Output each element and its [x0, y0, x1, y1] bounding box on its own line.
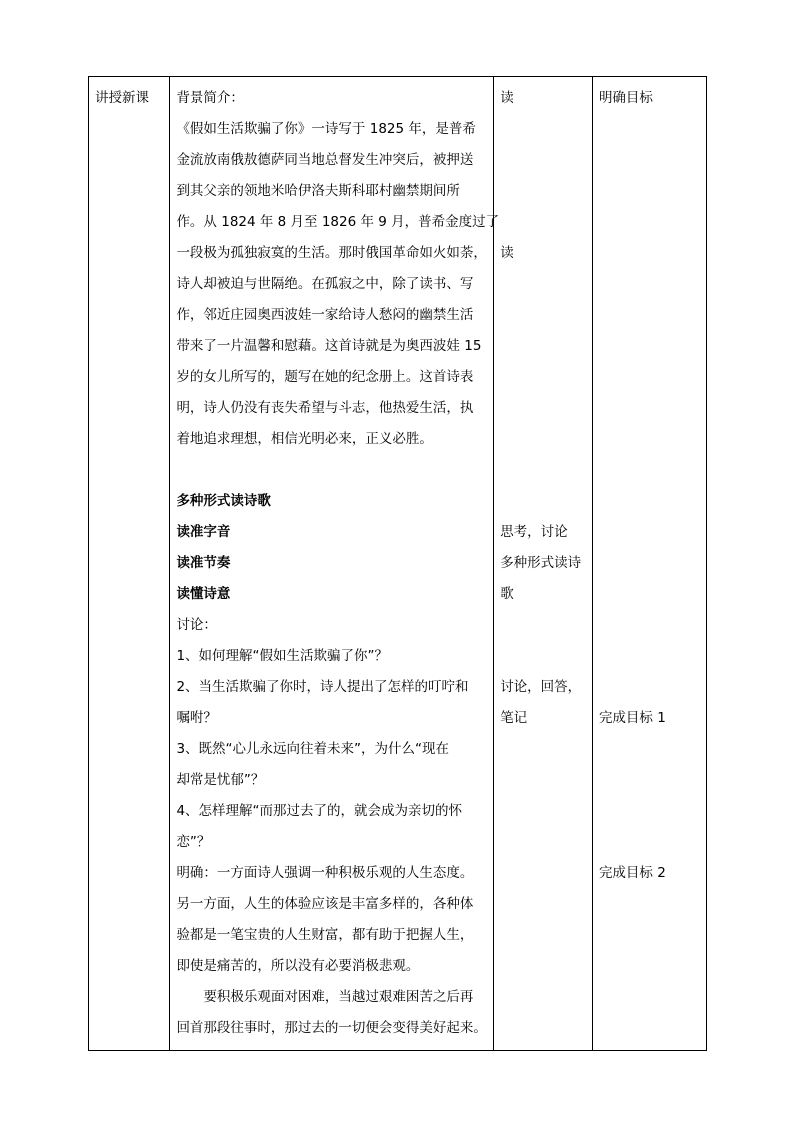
background-line: 《假如生活欺骗了你》一诗写于 1825 年，是普希: [176, 121, 476, 137]
lesson-plan-table: [88, 76, 707, 1051]
reading-item: 读准字音: [176, 524, 231, 540]
stage-label: 讲授新课: [95, 90, 149, 106]
spacer: [599, 672, 701, 703]
content-cell: [170, 77, 500, 1051]
activity-discuss: 讨论，回答，: [500, 679, 582, 695]
answer-line: 即使是痛苦的，所以没有必要消极悲观。: [176, 958, 420, 974]
answer-line: 明确：一方面诗人强调一种积极乐观的人生态度。: [176, 865, 474, 881]
background-line: 一段极为孤独寂寞的生活。那时俄国革命如火如荼，: [176, 245, 487, 261]
spacer: [500, 269, 587, 517]
spacer: [599, 362, 701, 486]
spacer: [500, 641, 587, 672]
spacer: [599, 734, 701, 765]
spacer: [599, 796, 701, 827]
background-line: 作。从 1824 年 8 月至 1826 年 9 月，普希金度过了: [176, 214, 500, 230]
background-line: 岁的女儿所写的，题写在她的纪念册上。这首诗表: [176, 369, 474, 385]
final-line: 回首那段往事时，那过去的一切便会变得美好起来。: [176, 1020, 487, 1036]
answer-line: 另一方面，人生的体验应该是丰富多样的，各种体: [176, 896, 474, 912]
reading-item: 读懂诗意: [176, 586, 231, 602]
goal-2: 完成目标 2: [598, 865, 666, 881]
activity-discuss: 笔记: [500, 710, 528, 726]
question-line: 1、如何理解“假如生活欺骗了你”？: [176, 648, 389, 664]
spacer: [599, 114, 701, 362]
spacer: [599, 765, 701, 796]
activity-read: 读: [500, 90, 514, 106]
spacer: [599, 827, 701, 858]
question-line: 2、当生活欺骗了你时，诗人提出了怎样的叮咛和: [176, 679, 469, 695]
discussion-heading: 讨论：: [176, 617, 217, 633]
activity-read: 读: [500, 245, 514, 261]
activity-cell: [494, 77, 593, 1051]
question-line: 3、既然“心儿永远向往着未来”，为什么“现在: [176, 741, 450, 757]
spacer: [599, 486, 701, 610]
background-line: 着地追求理想，相信光明必来，正义必胜。: [176, 431, 433, 447]
answer-line: 验都是一笔宝贵的人生财富，都有助于把握人生，: [176, 927, 474, 943]
question-line: 4、怎样理解“而那过去了的，就会成为亲切的怀: [176, 803, 463, 819]
question-line: 却常是忧郁”？: [176, 772, 265, 788]
background-line: 带来了一片温馨和慰藉。这首诗就是为奥西波娃 15: [176, 338, 482, 354]
spacer: [500, 114, 587, 238]
goal-label: 明确目标: [598, 90, 653, 106]
activity-multi: 多种形式读诗: [500, 555, 582, 571]
spacer: [599, 610, 701, 641]
table-row: [89, 77, 707, 1051]
background-line: 到其父亲的领地米哈伊洛夫斯科耶村幽禁期间所: [176, 183, 460, 199]
goal-cell: [592, 77, 706, 1051]
background-line: 明，诗人仍没有丧失希望与斗志，他热爱生活，执: [176, 400, 474, 416]
goal-1: 完成目标 1: [598, 710, 666, 726]
background-heading: 背景简介：: [176, 90, 244, 106]
activity-multi: 歌: [500, 586, 514, 602]
spacer: [500, 610, 587, 641]
background-line: 金流放南俄敖德萨同当地总督发生冲突后，被押送: [176, 152, 474, 168]
question-line: 嘱咐？: [176, 710, 217, 726]
spacer: [599, 641, 701, 672]
final-line: 要积极乐观面对困难，当越过艰难困苦之后再: [203, 989, 474, 1005]
reading-heading: 多种形式读诗歌: [176, 493, 271, 509]
background-line: 诗人却被迫与世隔绝。在孤寂之中，除了读书、写: [176, 276, 474, 292]
reading-item: 读准节奏: [176, 555, 231, 571]
stage-cell: [89, 77, 170, 1051]
activity-think: 思考，讨论: [500, 524, 568, 540]
question-line: 恋”？: [176, 834, 211, 850]
background-line: 作，邻近庄园奥西波娃一家给诗人愁闷的幽禁生活: [176, 307, 474, 323]
spacer: [176, 455, 488, 486]
